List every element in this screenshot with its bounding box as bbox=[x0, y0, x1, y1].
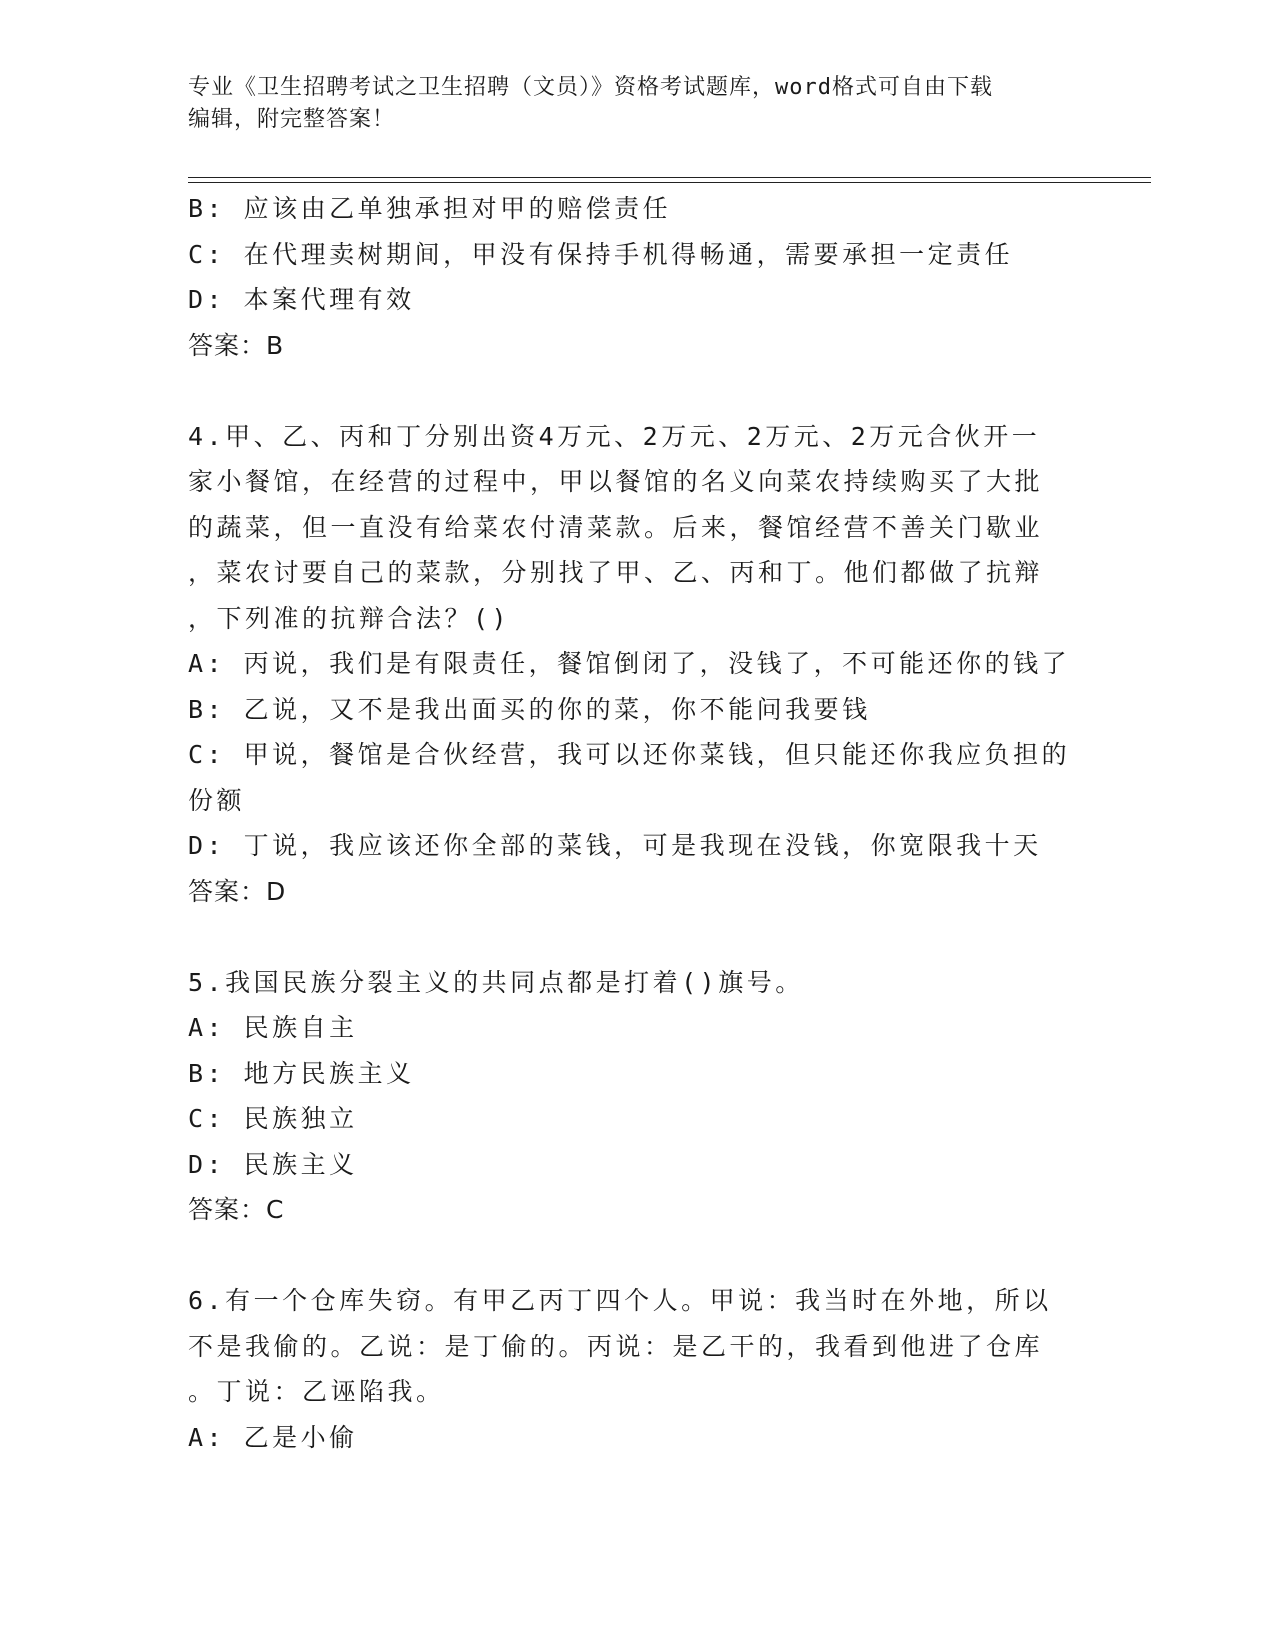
question-stem-line: 。丁说：乙诬陷我。 bbox=[188, 1377, 445, 1406]
spacer bbox=[188, 1233, 1088, 1279]
option-a: A: 丙说，我们是有限责任，餐馆倒闭了，没钱了，不可能还你的钱了 bbox=[188, 649, 1071, 678]
spacer bbox=[188, 914, 1088, 960]
option-c-continued: 份额 bbox=[188, 785, 246, 815]
header-divider-top bbox=[188, 177, 1151, 178]
option-a: A: 民族自主 bbox=[188, 1013, 358, 1042]
question-stem-line: ，菜农讨要自己的菜款，分别找了甲、乙、丙和丁。他们都做了抗辩 bbox=[188, 558, 1044, 587]
question-stem-line: 家小餐馆，在经营的过程中，甲以餐馆的名义向菜农持续购买了大批 bbox=[188, 467, 1044, 496]
answer-line: 答案：D bbox=[188, 876, 287, 906]
question-stem-line: ，下列准的抗辩合法？() bbox=[188, 603, 511, 633]
question-3 bbox=[188, 186, 1088, 368]
question-stem-line: 的蔬菜，但一直没有给菜农付清菜款。后来，餐馆经营不善关门歇业 bbox=[188, 512, 1044, 542]
option-b: B: 应该由乙单独承担对甲的赔偿责任 bbox=[188, 194, 672, 223]
spacer bbox=[188, 368, 1088, 414]
document-header bbox=[188, 72, 1068, 136]
question-6 bbox=[188, 1278, 1088, 1460]
option-c: C: 在代理卖树期间，甲没有保持手机得畅通，需要承担一定责任 bbox=[188, 239, 1014, 269]
header-divider-bottom bbox=[188, 182, 1151, 183]
option-b: B: 乙说，又不是我出面买的你的菜，你不能问我要钱 bbox=[188, 694, 871, 724]
option-d: D: 本案代理有效 bbox=[188, 285, 415, 314]
question-stem-line: 不是我偷的。乙说：是丁偷的。丙说：是乙干的，我看到他进了仓库 bbox=[188, 1331, 1044, 1361]
header-line-2: 编辑，附完整答案！ bbox=[188, 107, 396, 132]
question-5 bbox=[188, 960, 1088, 1233]
question-stem-line: 6.有一个仓库失窃。有甲乙丙丁四个人。甲说：我当时在外地，所以 bbox=[188, 1286, 1052, 1315]
question-stem-line: 5.我国民族分裂主义的共同点都是打着()旗号。 bbox=[188, 967, 804, 997]
option-c: C: 甲说，餐馆是合伙经营，我可以还你菜钱，但只能还你我应负担的 bbox=[188, 740, 1071, 769]
question-4 bbox=[188, 414, 1088, 915]
question-list bbox=[188, 186, 1088, 1460]
option-b: B: 地方民族主义 bbox=[188, 1058, 415, 1088]
header-line-1: 专业《卫生招聘考试之卫生招聘（文员）》资格考试题库，word格式可自由下载 bbox=[188, 75, 993, 100]
answer-line: 答案：B bbox=[188, 330, 285, 360]
option-d: D: 丁说，我应该还你全部的菜钱，可是我现在没钱，你宽限我十天 bbox=[188, 831, 1042, 860]
option-c: C: 民族独立 bbox=[188, 1104, 358, 1133]
option-d: D: 民族主义 bbox=[188, 1149, 358, 1179]
question-stem-line: 4.甲、乙、丙和丁分别出资4万元、2万元、2万元、2万元合伙开一 bbox=[188, 421, 1041, 451]
option-a: A: 乙是小偷 bbox=[188, 1422, 358, 1452]
answer-line: 答案：C bbox=[188, 1195, 285, 1224]
